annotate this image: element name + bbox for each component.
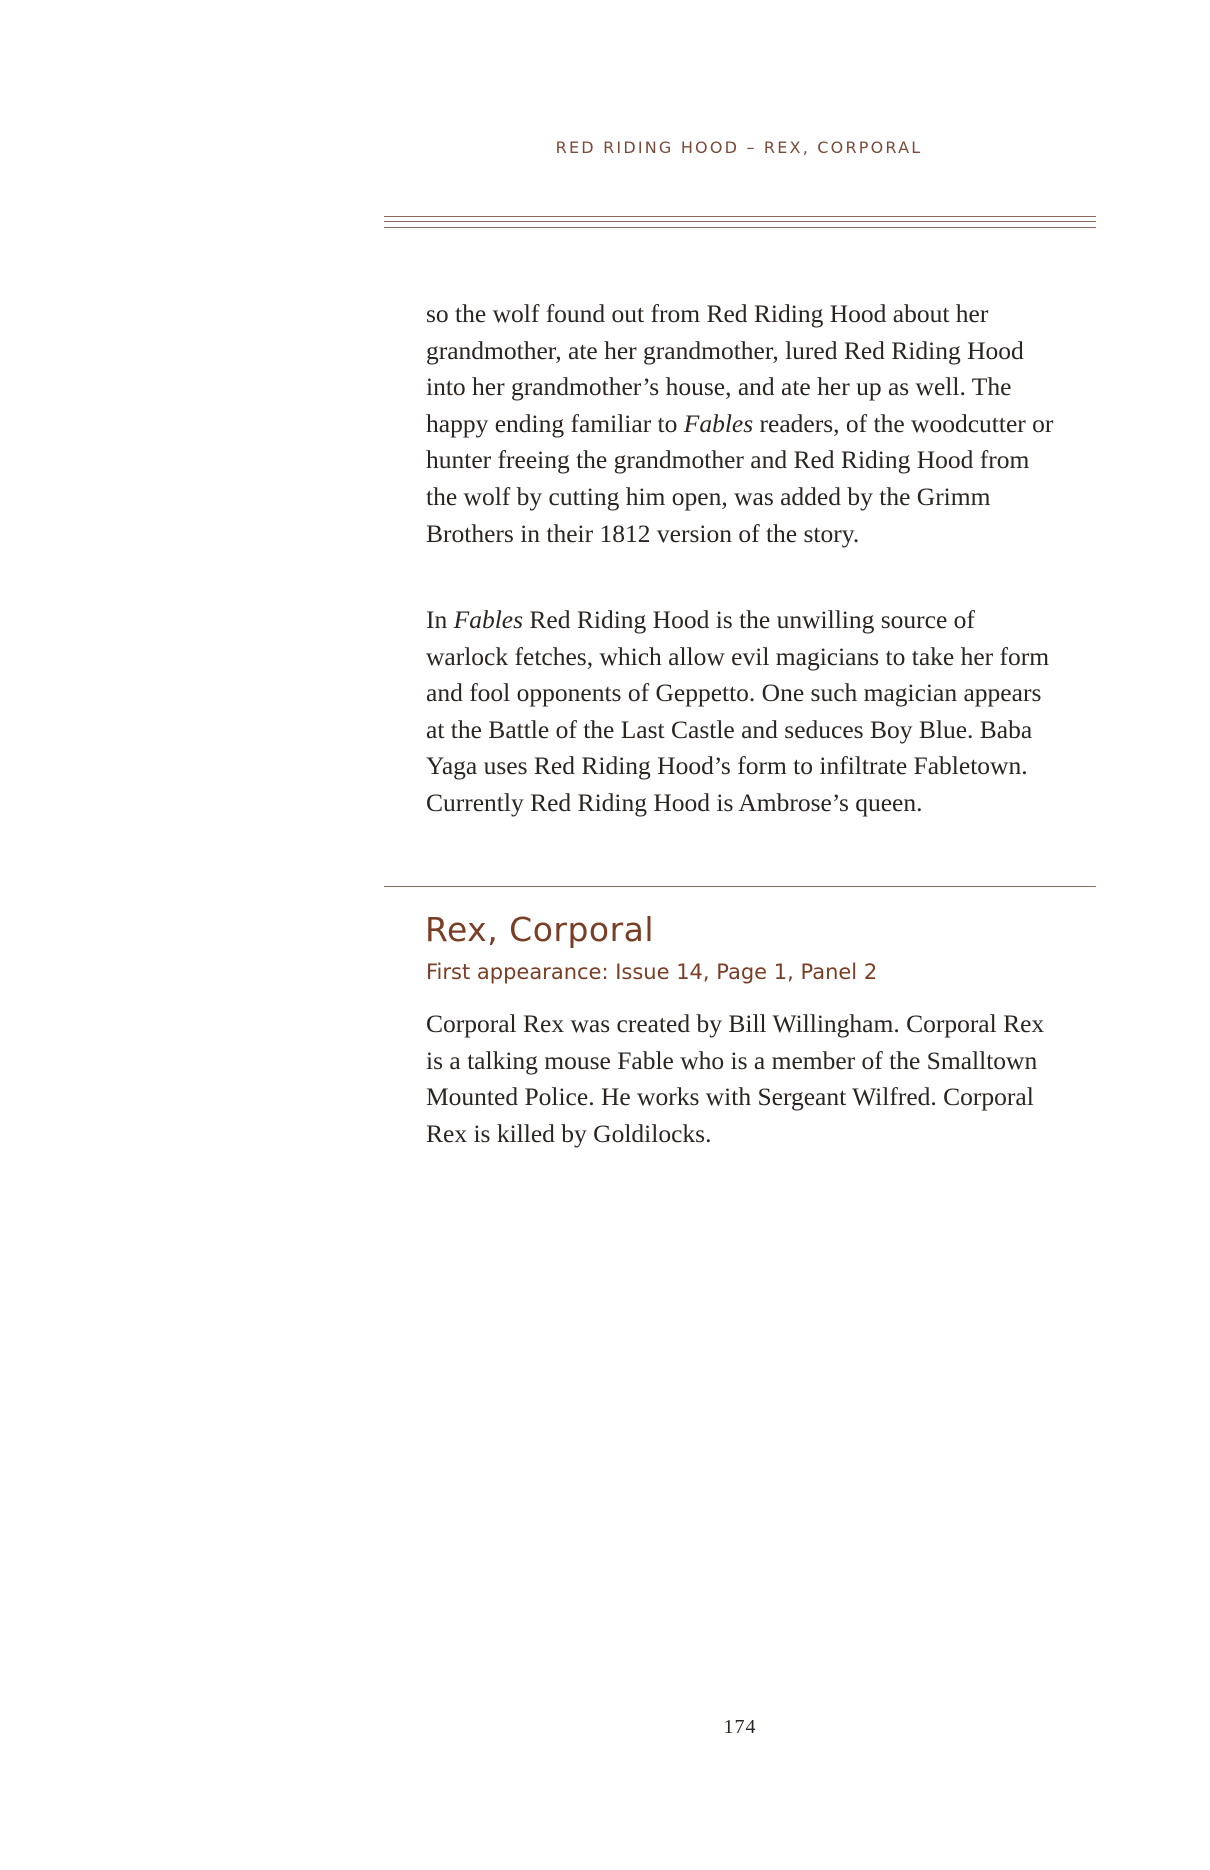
italic-title: Fables bbox=[453, 605, 524, 634]
body-paragraph-1 bbox=[426, 296, 1062, 552]
paragraph-text: so the wolf found out from Red Riding Hood about her grandmother, ate her grandmother, lured Red Riding Hood into her grandmother’s house, and ate her up as well. The happy ending familiar to bbox=[426, 299, 1024, 438]
header-rule bbox=[384, 216, 1096, 228]
italic-title: Fables bbox=[683, 408, 754, 438]
paragraph-text: In bbox=[426, 605, 454, 634]
entry-title: Rex, Corporal bbox=[425, 910, 655, 949]
running-header: RED RIDING HOOD – REX, CORPORAL bbox=[555, 138, 923, 157]
section-divider bbox=[384, 886, 1096, 887]
entry-first-appearance: First appearance: Issue 14, Page 1, Panel 2 bbox=[426, 960, 878, 984]
paragraph-text: readers, of the woodcutter or hunter freeing the grandmother and Red Riding Hood from the wolf by cutting him open, was added by the Grimm Brothers in their 1812 version of the story. bbox=[426, 408, 1054, 548]
entry-body bbox=[426, 1006, 1062, 1152]
paragraph-text: Red Riding Hood is the unwilling source of warlock fetches, which allow evil magicians to take her form and fool opponents of Geppetto. One such magician appears at the Battle of the Last Castle and seduces Boy Blue. Baba Yaga uses Red Riding Hood’s form to infiltrate Fabletown. Currently Red Riding Hood is Ambrose’s queen. bbox=[426, 605, 1050, 817]
body-paragraph-2 bbox=[426, 602, 1062, 822]
page-number: 174 bbox=[723, 1716, 757, 1738]
paragraph-text: Corporal Rex was created by Bill Willingham. Corporal Rex is a talking mouse Fable who is a member of the Smalltown Mounted Police. He works with Sergeant Wilfred. Corporal Rex is killed by Goldilocks. bbox=[426, 1009, 1045, 1148]
